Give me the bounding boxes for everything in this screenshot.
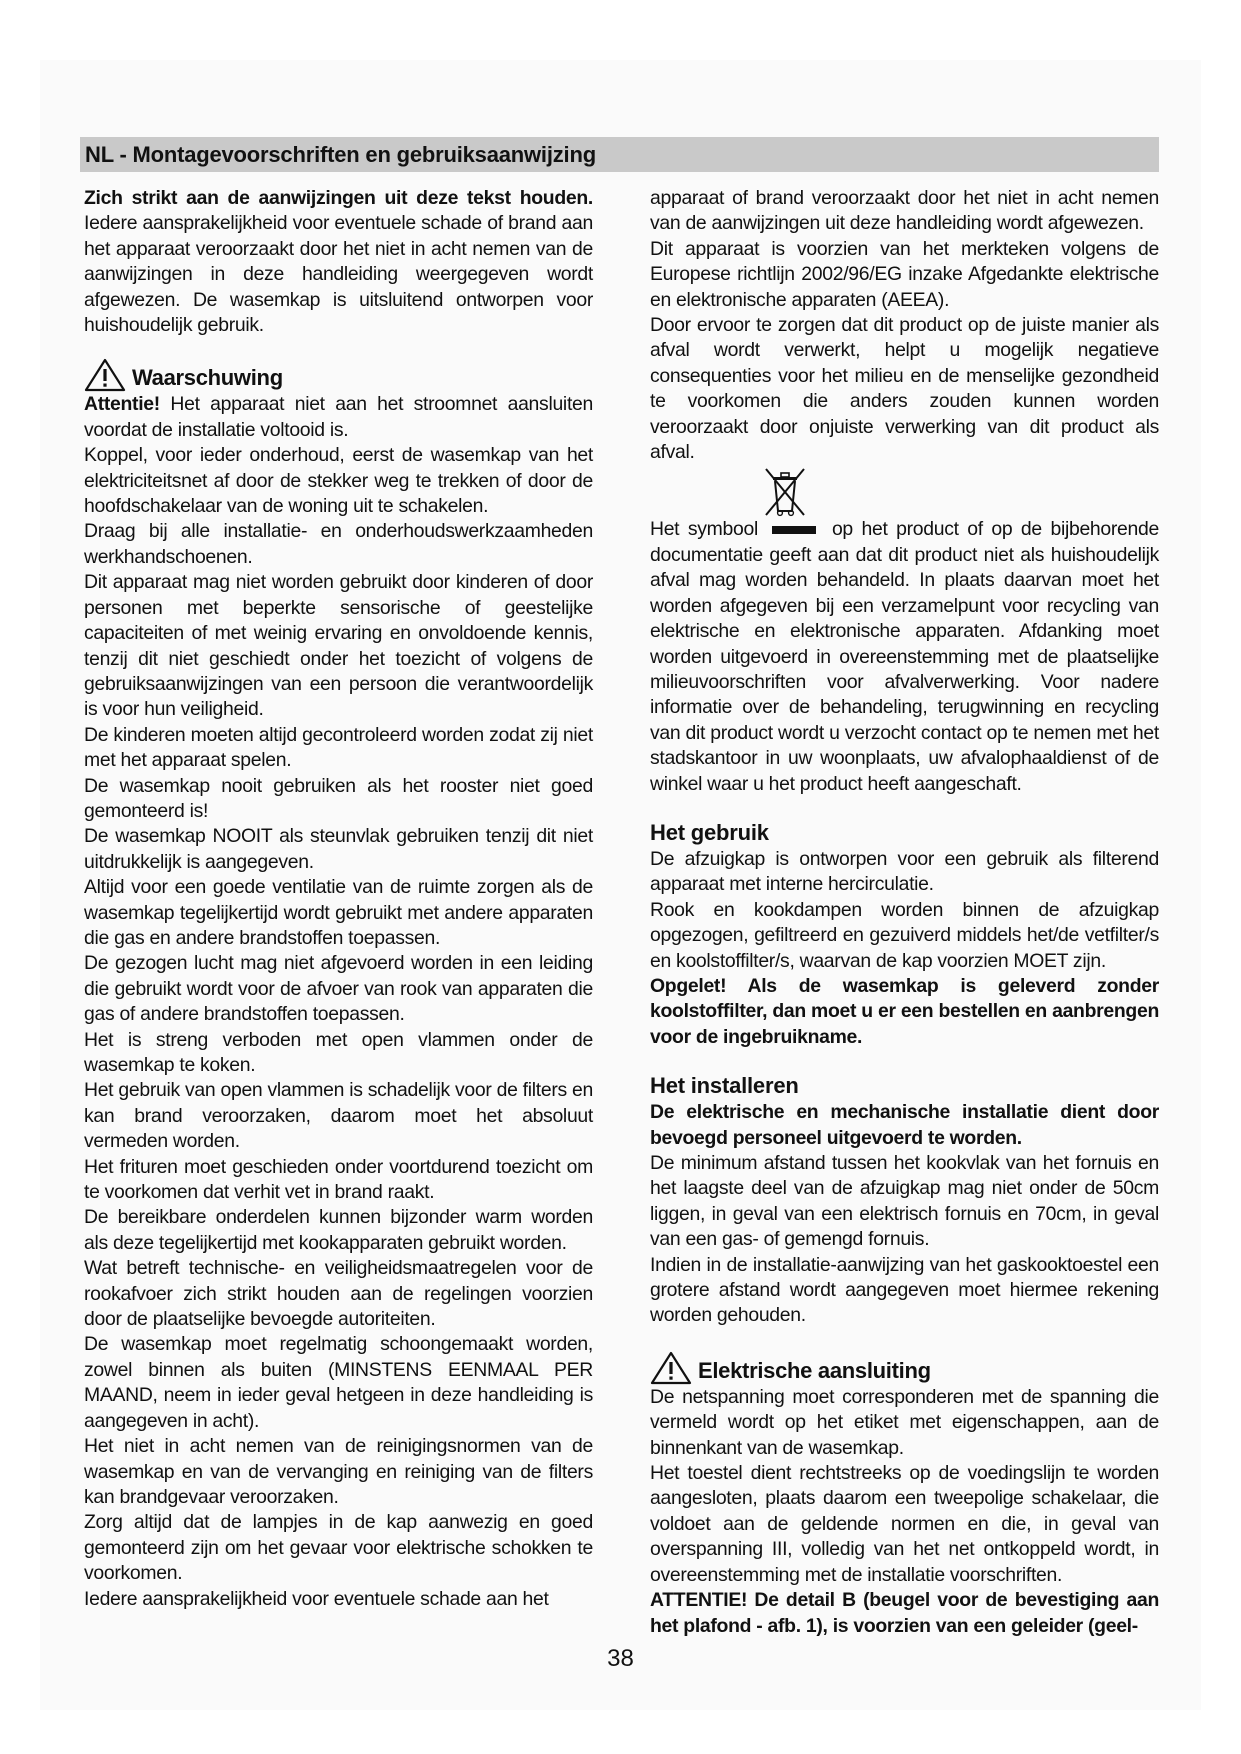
install-bold-paragraph: De elektrische en mechanische installatie dient door bevoegd personeel uitgevoerd te worden. [650,1101,1159,1149]
electrical-paragraph: De netspanning moet corresponderen met de spanning die vermeld wordt op het etiket met eigenschappen, aan de binnenkant van de wasemkap. [650,1385,1159,1459]
intro-bold: Zich strikt aan de aanwijzingen uit deze tekst houden. [84,187,593,209]
use-paragraph: Rook en kookdampen worden binnen de afzuigkap opgezogen, gefiltreerd en gezuiverd middels het/de vetfilter/s en koolstoffilter/s, waarvan de kap voorzien MOET zijn. [650,898,1159,972]
intro-text: Iedere aansprakelijkheid voor eventuele schade of brand aan het apparaat veroorzaakt door het niet in acht nemen van de aanwijzingen in deze handleiding weergegeven wordt afgewezen. De wasemkap is uitsluitend ontworpen voor huishoudelijk gebruik. [84,212,593,337]
warning-heading-row [84,358,593,392]
use-heading: Het gebruik [650,819,769,845]
warning-paragraph: Het niet in acht nemen van de reinigingsnormen van de wasemkap en van de vervanging en reiniging van de filters kan brandgevaar veroorzaken. [84,1435,593,1508]
warning-paragraph: Dit apparaat mag niet worden gebruikt door kinderen of door personen met beperkte sensorische of geestelijke capaciteiten of met weinig ervaring en onvoldoende kennis, tenzij dit niet geschiedt onder het toezicht of volgens de gebruiksaanwijzingen van een persoon die verantwoordelijk is voor hun veiligheid. [84,571,593,721]
warning-paragraph: Wat betreft technische- en veiligheidsmaatregelen voor de rookafvoer zich strikt houden aan de regelingen voorzien door de plaatselijke bevoegde autoriteiten. [84,1257,593,1331]
warning-paragraph: Het is streng verboden met open vlammen onder de wasemkap te koken. [84,1028,593,1076]
install-paragraph: Indien in de installatie-aanwijzing van het gaskooktoestel een grotere afstand wordt aangegeven moet hiermee rekening worden gehouden. [650,1253,1159,1327]
warning-paragraph: Zorg altijd dat de lampjes in de kap aanwezig en goed gemonteerd zijn om het gevaar voor elektrische schokken te voorkomen. [84,1511,593,1585]
install-paragraph: De minimum afstand tussen het kookvlak van het fornuis en het laagste deel van de afzuigkap mag niet onder de 50cm liggen, in geval van een elektrisch fornuis en 70cm, in geval van een gas- of gemengd fornuis. [650,1152,1159,1251]
attention-paragraph [84,392,593,443]
warning-paragraph: Altijd voor een goede ventilatie van de ruimte zorgen als de wasemkap tegelijkertijd wordt gebruikt met andere apparaten die gas en andere brandstoffen toepassen. [84,876,593,949]
warning-paragraph: De wasemkap NOOIT als steunvlak gebruiken tenzij dit niet uitdrukkelijk is aangegeven. [84,825,593,873]
warning-paragraph: De bereikbare onderdelen kunnen bijzonder warm worden als deze tegelijkertijd met kookapparaten gebruikt worden. [84,1206,593,1254]
warning-paragraph: Het gebruik van open vlammen is schadelijk voor de filters en kan brand veroorzaken, daarom moet het absoluut vermeden worden. [84,1079,593,1153]
install-heading: Het installeren [650,1073,799,1099]
section-header: NL - Montagevoorschriften en gebruiksaanwijzing [80,137,1159,172]
electrical-paragraph: Het toestel dient rechtstreeks op de voedingslijn te worden aangesloten, plaats daarom een tweepolige schakelaar, die voldoet aan de geldende normen en die, in geval van overspanning III, volledig van het net ontkoppeld wordt, in overeenstemming met de installatie voorschriften. [650,1462,1159,1586]
continued-paragraph: apparaat of brand veroorzaakt door het niet in acht nemen van de aanwijzingen uit deze handleiding wordt afgewezen. [650,187,1159,235]
disposal-paragraph: Door ervoor te zorgen dat dit product op de juiste manier als afval wordt verwerkt, helpt u mogelijk negatieve consequenties voor het milieu en de menselijke gezondheid te voorkomen die anders zouden kunnen worden veroorzaakt door onjuiste verwerking van dit product als afval. [650,314,1159,464]
warning-triangle-icon [650,1351,692,1385]
warning-paragraph: Koppel, voor ieder onderhoud, eerst de wasemkap van het elektriciteitsnet af door de stekker weg te trekken of door de hoofdschakelaar van de woning uit te schakelen. [84,444,593,518]
symbol-paragraph [650,517,1159,796]
symbol-text: op het product of op de bijbehorende documentatie geeft aan dat dit product niet als huishoudelijk afval mag worden behandeld. In plaats daarvan moet het worden afgegeven bij een verzamelpunt voor recycling van elektrische en elektronische apparaten. Afdanking moet worden uitgevoerd in overeenstemming met de plaatselijke milieuvoorschriften voor afvalverwerking. Voor nadere informatie over de behandeling, terugwinning en recycling van dit product wordt u verzocht contact op te nemen met het stadskantoor in uw woonplaats, uw afvalophaaldienst of de winkel waar u het product heeft aangeschaft. [650,518,1159,795]
symbol-prefix: Het symbool [650,518,758,541]
warning-paragraph: De wasemkap nooit gebruiken als het rooster niet goed gemonteerd is! [84,774,593,822]
right-column [650,186,1159,1639]
warning-paragraph: De wasemkap moet regelmatig schoongemaakt worden, zowel binnen als buiten (MINSTENS EENMAAL PER MAAND, neem in ieder geval hetgeen in deze handleiding is aangegeven in acht). [84,1333,593,1432]
left-column [84,186,593,1612]
use-paragraph: De afzuigkap is ontworpen voor een gebruik als filterend apparaat met interne hercirculatie. [650,847,1159,896]
electrical-heading-row [650,1351,1159,1385]
warning-paragraph: De kinderen moeten altijd gecontroleerd worden zodat zij niet met het apparaat spelen. [84,723,593,772]
attention-label: Attentie! [84,393,160,416]
warning-paragraph: Iedere aansprakelijkheid voor eventuele schade aan het [84,1587,549,1610]
use-bold-paragraph: Opgelet! Als de wasemkap is geleverd zonder koolstoffilter, dan moet u er een bestellen en aanbrengen voor de ingebruikname. [650,974,1159,1048]
warning-paragraph: Het frituren moet geschieden onder voortdurend toezicht om te voorkomen dat verhit vet in brand raakt. [84,1155,593,1204]
page-number: 38 [607,1645,634,1672]
intro-paragraph [84,186,593,338]
weee-paragraph: Dit apparaat is voorzien van het merkteken volgens de Europese richtlijn 2002/96/EG inzake Afgedankte elektrische en elektronische apparaten (AEEA). [650,237,1159,311]
attention-text: Het apparaat niet aan het stroomnet aansluiten voordat de installatie voltooid is. [84,393,593,441]
electrical-heading: Elektrische aansluiting [698,1357,931,1383]
warning-heading: Waarschuwing [132,365,283,391]
crossed-bin-icon [762,467,808,517]
warning-triangle-icon [84,358,126,392]
warning-paragraph: Draag bij alle installatie- en onderhoudswerkzaamheden werkhandschoenen. [84,520,593,568]
warning-paragraph: De gezogen lucht mag niet afgevoerd worden in een leiding die gebruikt wordt voor de afvoer van rook van apparaten die gas of andere brandstoffen toepassen. [84,952,593,1026]
weee-bar-icon [772,526,816,534]
electrical-bold-paragraph: ATTENTIE! De detail B (beugel voor de bevestiging aan het plafond - afb. 1), is voorzien van een geleider (geel- [650,1589,1159,1637]
